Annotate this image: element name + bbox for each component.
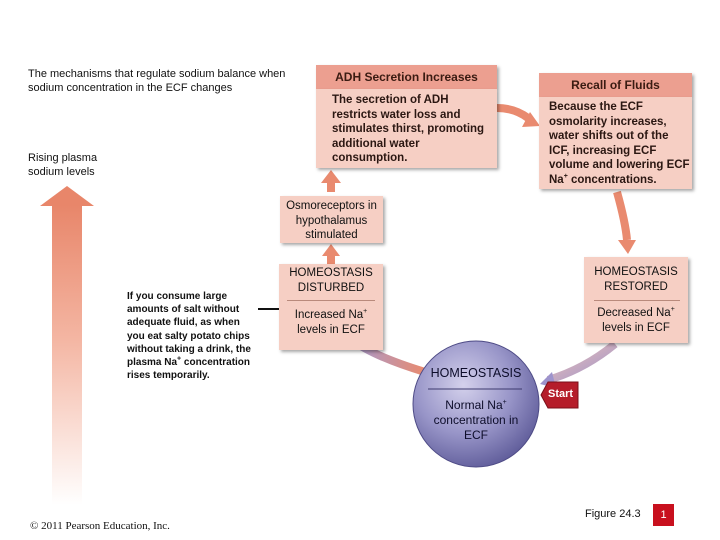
- recall-body: Because the ECF osmolarity increases, water shifts out of the ICF, increasing ECF volume and lowering ECF Na+ concentrations.: [549, 101, 690, 186]
- salt-intake-note: If you consume large amounts of salt without adequate fluid, as when you eat salty potato chips without taking a drink, the plasma Na+ concentration rises temporarily.: [127, 291, 251, 382]
- arrow-recall-to-restored: [617, 192, 636, 254]
- rising-levels-arrow: [40, 186, 94, 505]
- adh-header-text: ADH Secretion Increases: [335, 70, 478, 84]
- adh-body: The secretion of ADH restricts water loss and stimulates thirst, promoting additional water consumption.: [332, 94, 485, 164]
- disturbed-title: HOMEOSTASIS DISTURBED: [289, 267, 373, 294]
- adh-header: [316, 65, 497, 89]
- disturbed-body: Increased Na+ levels in ECF: [294, 308, 368, 336]
- figure-title-caption: The mechanisms that regulate sodium balance when sodium concentration in the ECF changes: [28, 68, 286, 94]
- recall-header: [539, 73, 692, 97]
- osmoreceptors-box: [280, 196, 383, 243]
- figure-label: Figure 24.3: [585, 508, 641, 520]
- rising-plasma-label: Rising plasma sodium levels: [28, 152, 98, 178]
- adh-box: [316, 89, 497, 168]
- restored-divider: [594, 300, 680, 301]
- recall-header-text: Recall of Fluids: [571, 78, 660, 92]
- osmoreceptors-text: Osmoreceptors in hypothalamus stimulated: [286, 200, 377, 241]
- copyright-text: © 2011 Pearson Education, Inc.: [30, 520, 170, 532]
- page-number-badge[interactable]: [653, 504, 674, 526]
- arrow-disturbed-to-osmoreceptors: [322, 244, 340, 264]
- disturbed-box: [279, 264, 383, 350]
- recall-box: [539, 97, 692, 189]
- arrow-restored-to-circle: [540, 344, 615, 388]
- arrow-osmoreceptors-to-adh: [321, 170, 341, 192]
- homeostasis-title: HOMEOSTASIS: [430, 366, 522, 380]
- restored-box: [584, 257, 688, 343]
- restored-body: Decreased Na+ levels in ECF: [597, 306, 675, 334]
- homeostasis-body: Normal Na+ concentration in ECF: [433, 398, 519, 442]
- disturbed-divider: [287, 300, 375, 301]
- restored-title: HOMEOSTASIS RESTORED: [594, 266, 678, 293]
- page-number: 1: [660, 509, 667, 521]
- start-label: Start: [548, 388, 574, 400]
- arrow-adh-to-recall: [497, 108, 540, 127]
